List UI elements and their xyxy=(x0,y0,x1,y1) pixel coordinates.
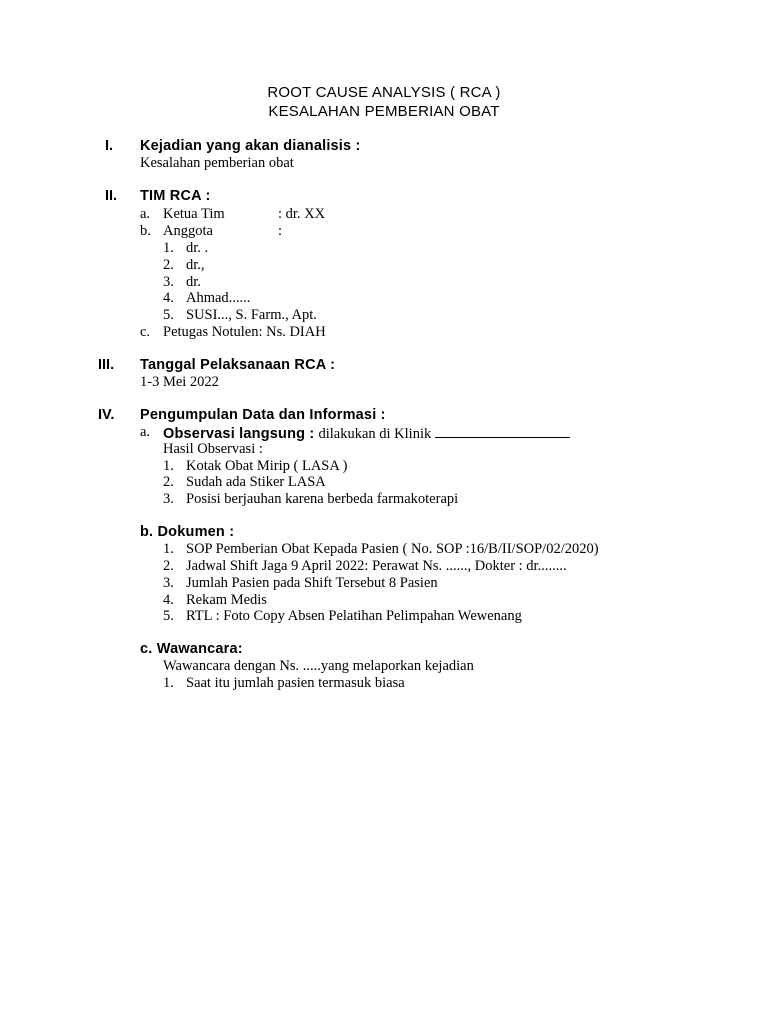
section-2-heading: TIM RCA : xyxy=(140,188,211,204)
document-number: 3. xyxy=(163,575,174,591)
member-number: 3. xyxy=(163,274,174,290)
section-3-date: 1-3 Mei 2022 xyxy=(140,374,219,390)
member-number: 4. xyxy=(163,290,174,306)
section-3-number: III. xyxy=(98,357,115,373)
document-number: 5. xyxy=(163,608,174,624)
document-number: 2. xyxy=(163,558,174,574)
team-b-marker: b. xyxy=(140,223,151,239)
document-subtitle: KESALAHAN PEMBERIAN OBAT xyxy=(268,103,500,120)
team-a-marker: a. xyxy=(140,206,151,222)
section-4-heading: Pengumpulan Data dan Informasi : xyxy=(140,407,386,423)
observation-marker: a. xyxy=(140,424,151,440)
member-name: dr. . xyxy=(186,240,209,256)
team-leader-label: Ketua Tim xyxy=(163,206,225,222)
section-1-heading: Kejadian yang akan dianalisis : xyxy=(140,138,361,154)
member-name: SUSI..., S. Farm., Apt. xyxy=(186,307,317,323)
documents-heading: b. Dokumen : xyxy=(140,524,235,540)
note-taker: Petugas Notulen: Ns. DIAH xyxy=(163,324,326,340)
section-3-heading: Tanggal Pelaksanaan RCA : xyxy=(140,357,336,373)
observation-number: 1. xyxy=(163,458,174,474)
member-name: Ahmad...... xyxy=(186,290,251,306)
document-number: 1. xyxy=(163,541,174,557)
document-item: Rekam Medis xyxy=(186,592,267,608)
interview-heading: c. Wawancara: xyxy=(140,641,243,657)
observation-results-label: Hasil Observasi : xyxy=(163,441,263,457)
interview-text: Wawancara dengan Ns. .....yang melaporkan kejadian xyxy=(163,658,474,674)
document-title: ROOT CAUSE ANALYSIS ( RCA ) xyxy=(267,84,501,101)
observation-number: 2. xyxy=(163,474,174,490)
section-4-number: IV. xyxy=(98,407,115,423)
section-2-number: II. xyxy=(105,188,118,204)
observation-item: Posisi berjauhan karena berbeda farmakoterapi xyxy=(186,491,459,507)
section-1-number: I. xyxy=(105,138,114,154)
document-number: 4. xyxy=(163,592,174,608)
team-members-label: Anggota xyxy=(163,223,213,239)
member-number: 2. xyxy=(163,257,174,273)
interview-number: 1. xyxy=(163,675,174,691)
interview-item: Saat itu jumlah pasien termasuk biasa xyxy=(186,675,405,691)
observation-item: Kotak Obat Mirip ( LASA ) xyxy=(186,458,348,474)
team-c-marker: c. xyxy=(140,324,151,340)
document-item: RTL : Foto Copy Absen Pelatihan Pelimpahan Wewenang xyxy=(186,608,522,624)
team-leader-value: : dr. XX xyxy=(278,206,326,222)
document-item: Jumlah Pasien pada Shift Tersebut 8 Pasien xyxy=(186,575,438,591)
observation-item: Sudah ada Stiker LASA xyxy=(186,474,326,490)
member-number: 1. xyxy=(163,240,174,256)
clinic-blank-line xyxy=(435,424,570,438)
member-name: dr., xyxy=(186,257,205,273)
member-number: 5. xyxy=(163,307,174,323)
document-item: SOP Pemberian Obat Kepada Pasien ( No. SOP :16/B/II/SOP/02/2020) xyxy=(186,541,599,557)
team-members-colon: : xyxy=(278,223,283,239)
member-name: dr. xyxy=(186,274,201,290)
document-item: Jadwal Shift Jaga 9 April 2022: Perawat Ns. ......, Dokter : dr........ xyxy=(186,558,567,574)
observation-heading: Observasi langsung : xyxy=(163,426,315,442)
section-1-text: Kesalahan pemberian obat xyxy=(140,155,294,171)
observation-number: 3. xyxy=(163,491,174,507)
observation-text: dilakukan di Klinik xyxy=(318,426,432,442)
